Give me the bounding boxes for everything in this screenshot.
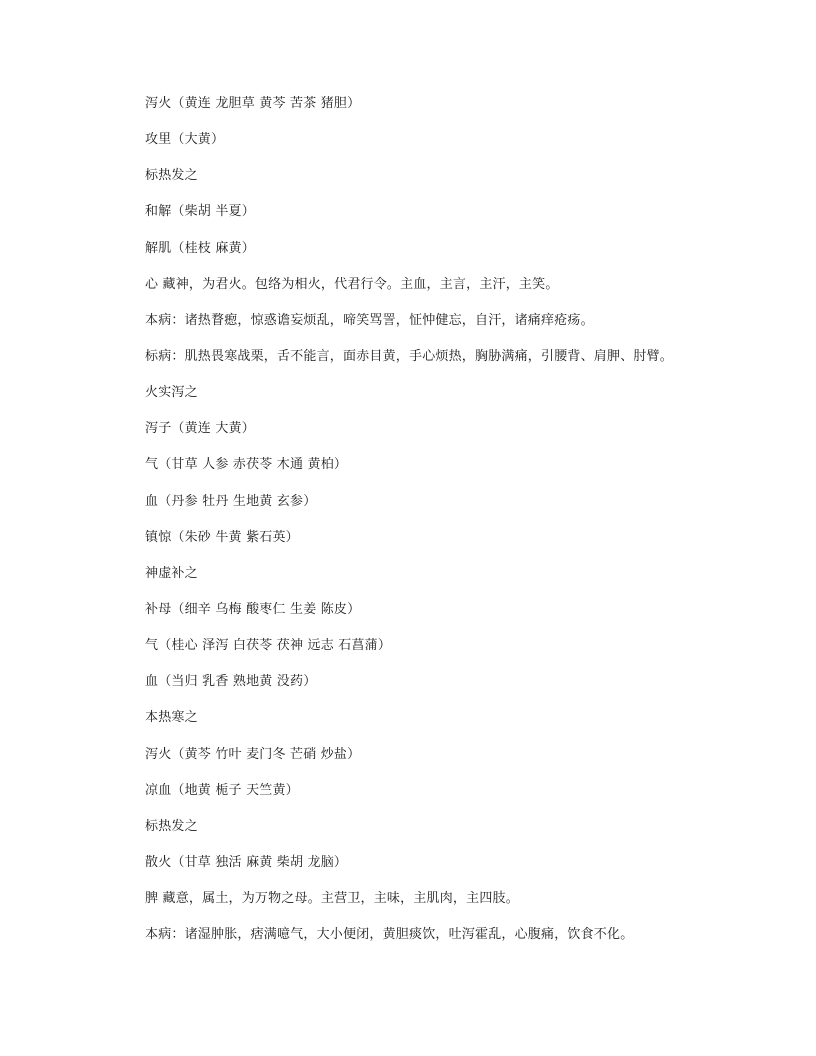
text-line: 泻火（黄芩 竹叶 麦门冬 芒硝 炒盐） [145,746,361,762]
text-line: 泻火（黄连 龙胆草 黄芩 苦茶 猪胆） [145,96,361,111]
text-line: 气（甘草 人参 赤茯苓 木通 黄柏） [145,457,348,473]
section-heading: 标热发之 [145,168,198,184]
text-line: 解肌（桂枝 麻黄） [145,240,255,256]
text-line: 凉血（地黄 栀子 天竺黄） [145,782,299,798]
text-line: 标病：肌热畏寒战栗，舌不能言，面赤目黄，手心烦热，胸胁满痛，引腰背、肩胛、肘臂。 [145,348,674,364]
organ-heading-heart: 心 藏神，为君火。包络为相火，代君行令。主血，主言，主汗，主笑。 [145,276,559,292]
section-heading: 本热寒之 [145,710,198,726]
text-line: 泻子（黄连 大黄） [145,421,255,437]
text-lines [145,94,785,961]
text-line: 和解（柴胡 半夏） [145,204,255,220]
organ-heading-spleen: 脾 藏意，属土，为万物之母。主营卫，主味，主肌肉，主四肢。 [145,891,519,907]
text-line: 血（当归 乳香 熟地黄 没药） [145,674,317,690]
text-line: 本病：诸热瞀瘛，惊惑谵妄烦乱，啼笑骂詈，怔忡健忘，自汗，诸痛痒疮疡。 [145,312,594,328]
text-line: 本病：诸湿肿胀，痞满噫气，大小便闭，黄胆痰饮，吐泻霍乱，心腹痛，饮食不化。 [145,927,634,943]
text-line: 气（桂心 泽泻 白茯苓 茯神 远志 石菖蒲） [145,638,392,654]
section-heading: 火实泻之 [145,385,198,401]
section-heading: 神虚补之 [145,565,198,581]
text-line: 攻里（大黄） [145,132,225,148]
text-line: 散火（甘草 独活 麻黄 柴胡 龙脑） [145,854,348,870]
text-line: 补母（细辛 乌梅 酸枣仁 生姜 陈皮） [145,601,361,617]
text-line: 血（丹参 牡丹 生地黄 玄参） [145,493,317,509]
section-heading: 标热发之 [145,818,198,834]
text-line: 镇惊（朱砂 牛黄 紫石英） [145,529,299,545]
